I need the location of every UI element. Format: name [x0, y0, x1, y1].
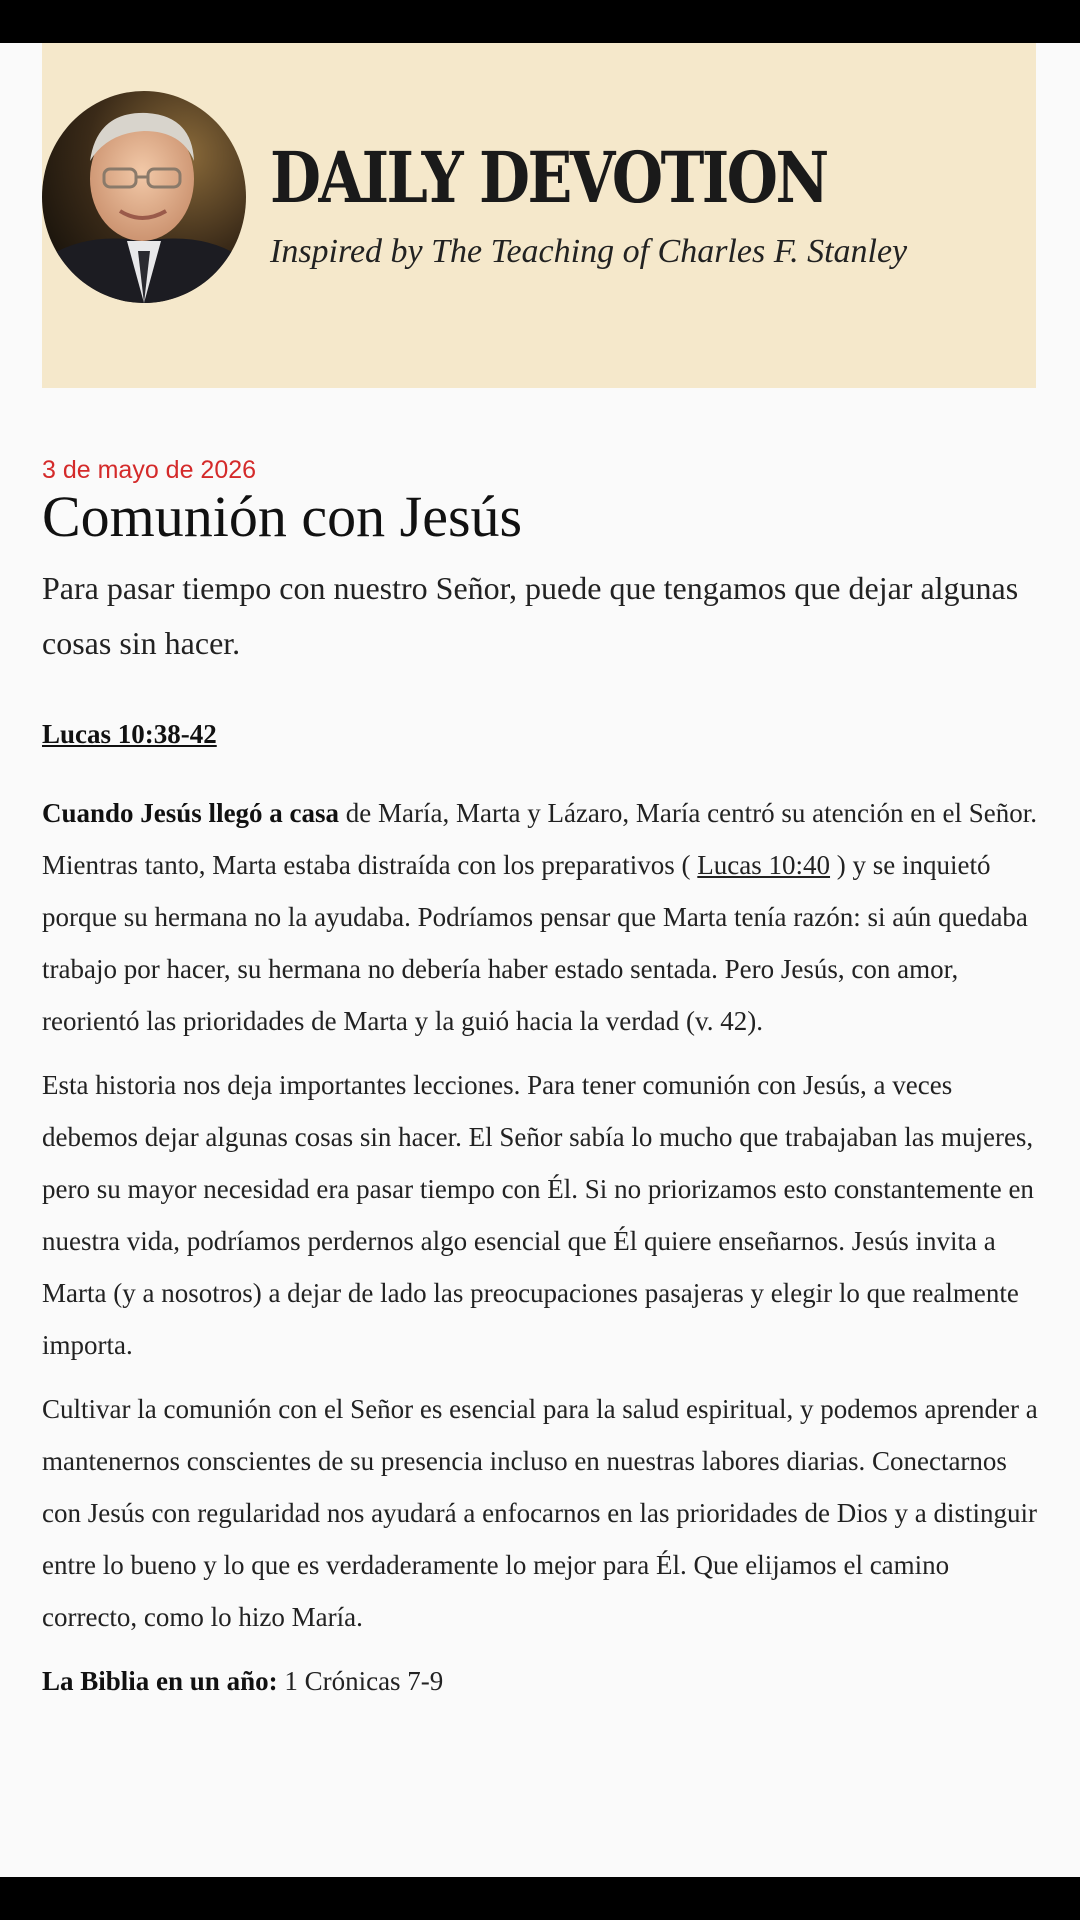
author-photo — [42, 91, 246, 303]
devotion-subtitle: Para pasar tiempo con nuestro Señor, puede que tengamos que dejar algunas cosas sin hacer. — [42, 570, 1019, 661]
bible-in-a-year — [42, 1655, 1038, 1707]
paragraph-1-lead: Cuando Jesús llegó a casa — [42, 798, 340, 828]
paragraph-1-text-a: de María, Marta y Lázaro, María centró su atención en el Señor. Mientras tanto, Marta estaba distraída con los preparativos ( — [42, 798, 1038, 880]
article-body — [42, 787, 1038, 1707]
banner-subtitle: Inspired by The Teaching of Charles F. Stanley — [270, 233, 908, 270]
status-bar — [0, 0, 1080, 43]
author-photo-image — [42, 91, 246, 303]
devotion-page — [0, 43, 1080, 1877]
devotion-date: 3 de mayo de 2026 — [42, 456, 257, 484]
banner-title: DAILY DEVOTION — [270, 136, 827, 219]
scripture-reference-link[interactable]: Lucas 10:38-42 — [42, 719, 217, 749]
bible-in-a-year-label: La Biblia en un año: — [42, 1666, 278, 1696]
navigation-bar — [0, 1877, 1080, 1920]
devotion-title: Comunión con Jesús — [42, 484, 523, 549]
paragraph-2: Esta historia nos deja importantes lecciones. Para tener comunión con Jesús, a veces debemos dejar algunas cosas sin hacer. El Señor sabía lo mucho que trabajaban las mujeres, pero su mayor necesidad era pasar tiempo con Él. Si no priorizamos esto constantemente en nuestra vida, podríamos perdernos algo esencial que Él quiere enseñarnos. Jesús invita a Marta (y a nosotros) a dejar de lado las preocupaciones pasajeras y elegir lo que realmente importa. — [42, 1070, 1034, 1360]
bible-in-a-year-reading: 1 Crónicas 7-9 — [277, 1666, 444, 1696]
paragraph-1 — [42, 787, 1038, 1047]
paragraph-1-text-b: ) y se inquietó porque su hermana no la ayudaba. Podríamos pensar que Marta tenía razón: si aún quedaba trabajo por hacer, su hermana no debería haber estado sentada. Pero Jesús, con amor, reorientó las prioridades de Marta y la guió hacia la verdad (v. 42). — [42, 850, 1028, 1036]
verse-link[interactable]: Lucas 10:40 — [697, 850, 831, 880]
paragraph-3: Cultivar la comunión con el Señor es esencial para la salud espiritual, y podemos aprender a mantenernos conscientes de su presencia incluso en nuestras labores diarias. Conectarnos con Jesús con regularidad nos ayudará a enfocarnos en las prioridades de Dios y a distinguir entre lo bueno y lo que es verdaderamente lo mejor para Él. Que elijamos el camino correcto, como lo hizo María. — [42, 1394, 1038, 1632]
